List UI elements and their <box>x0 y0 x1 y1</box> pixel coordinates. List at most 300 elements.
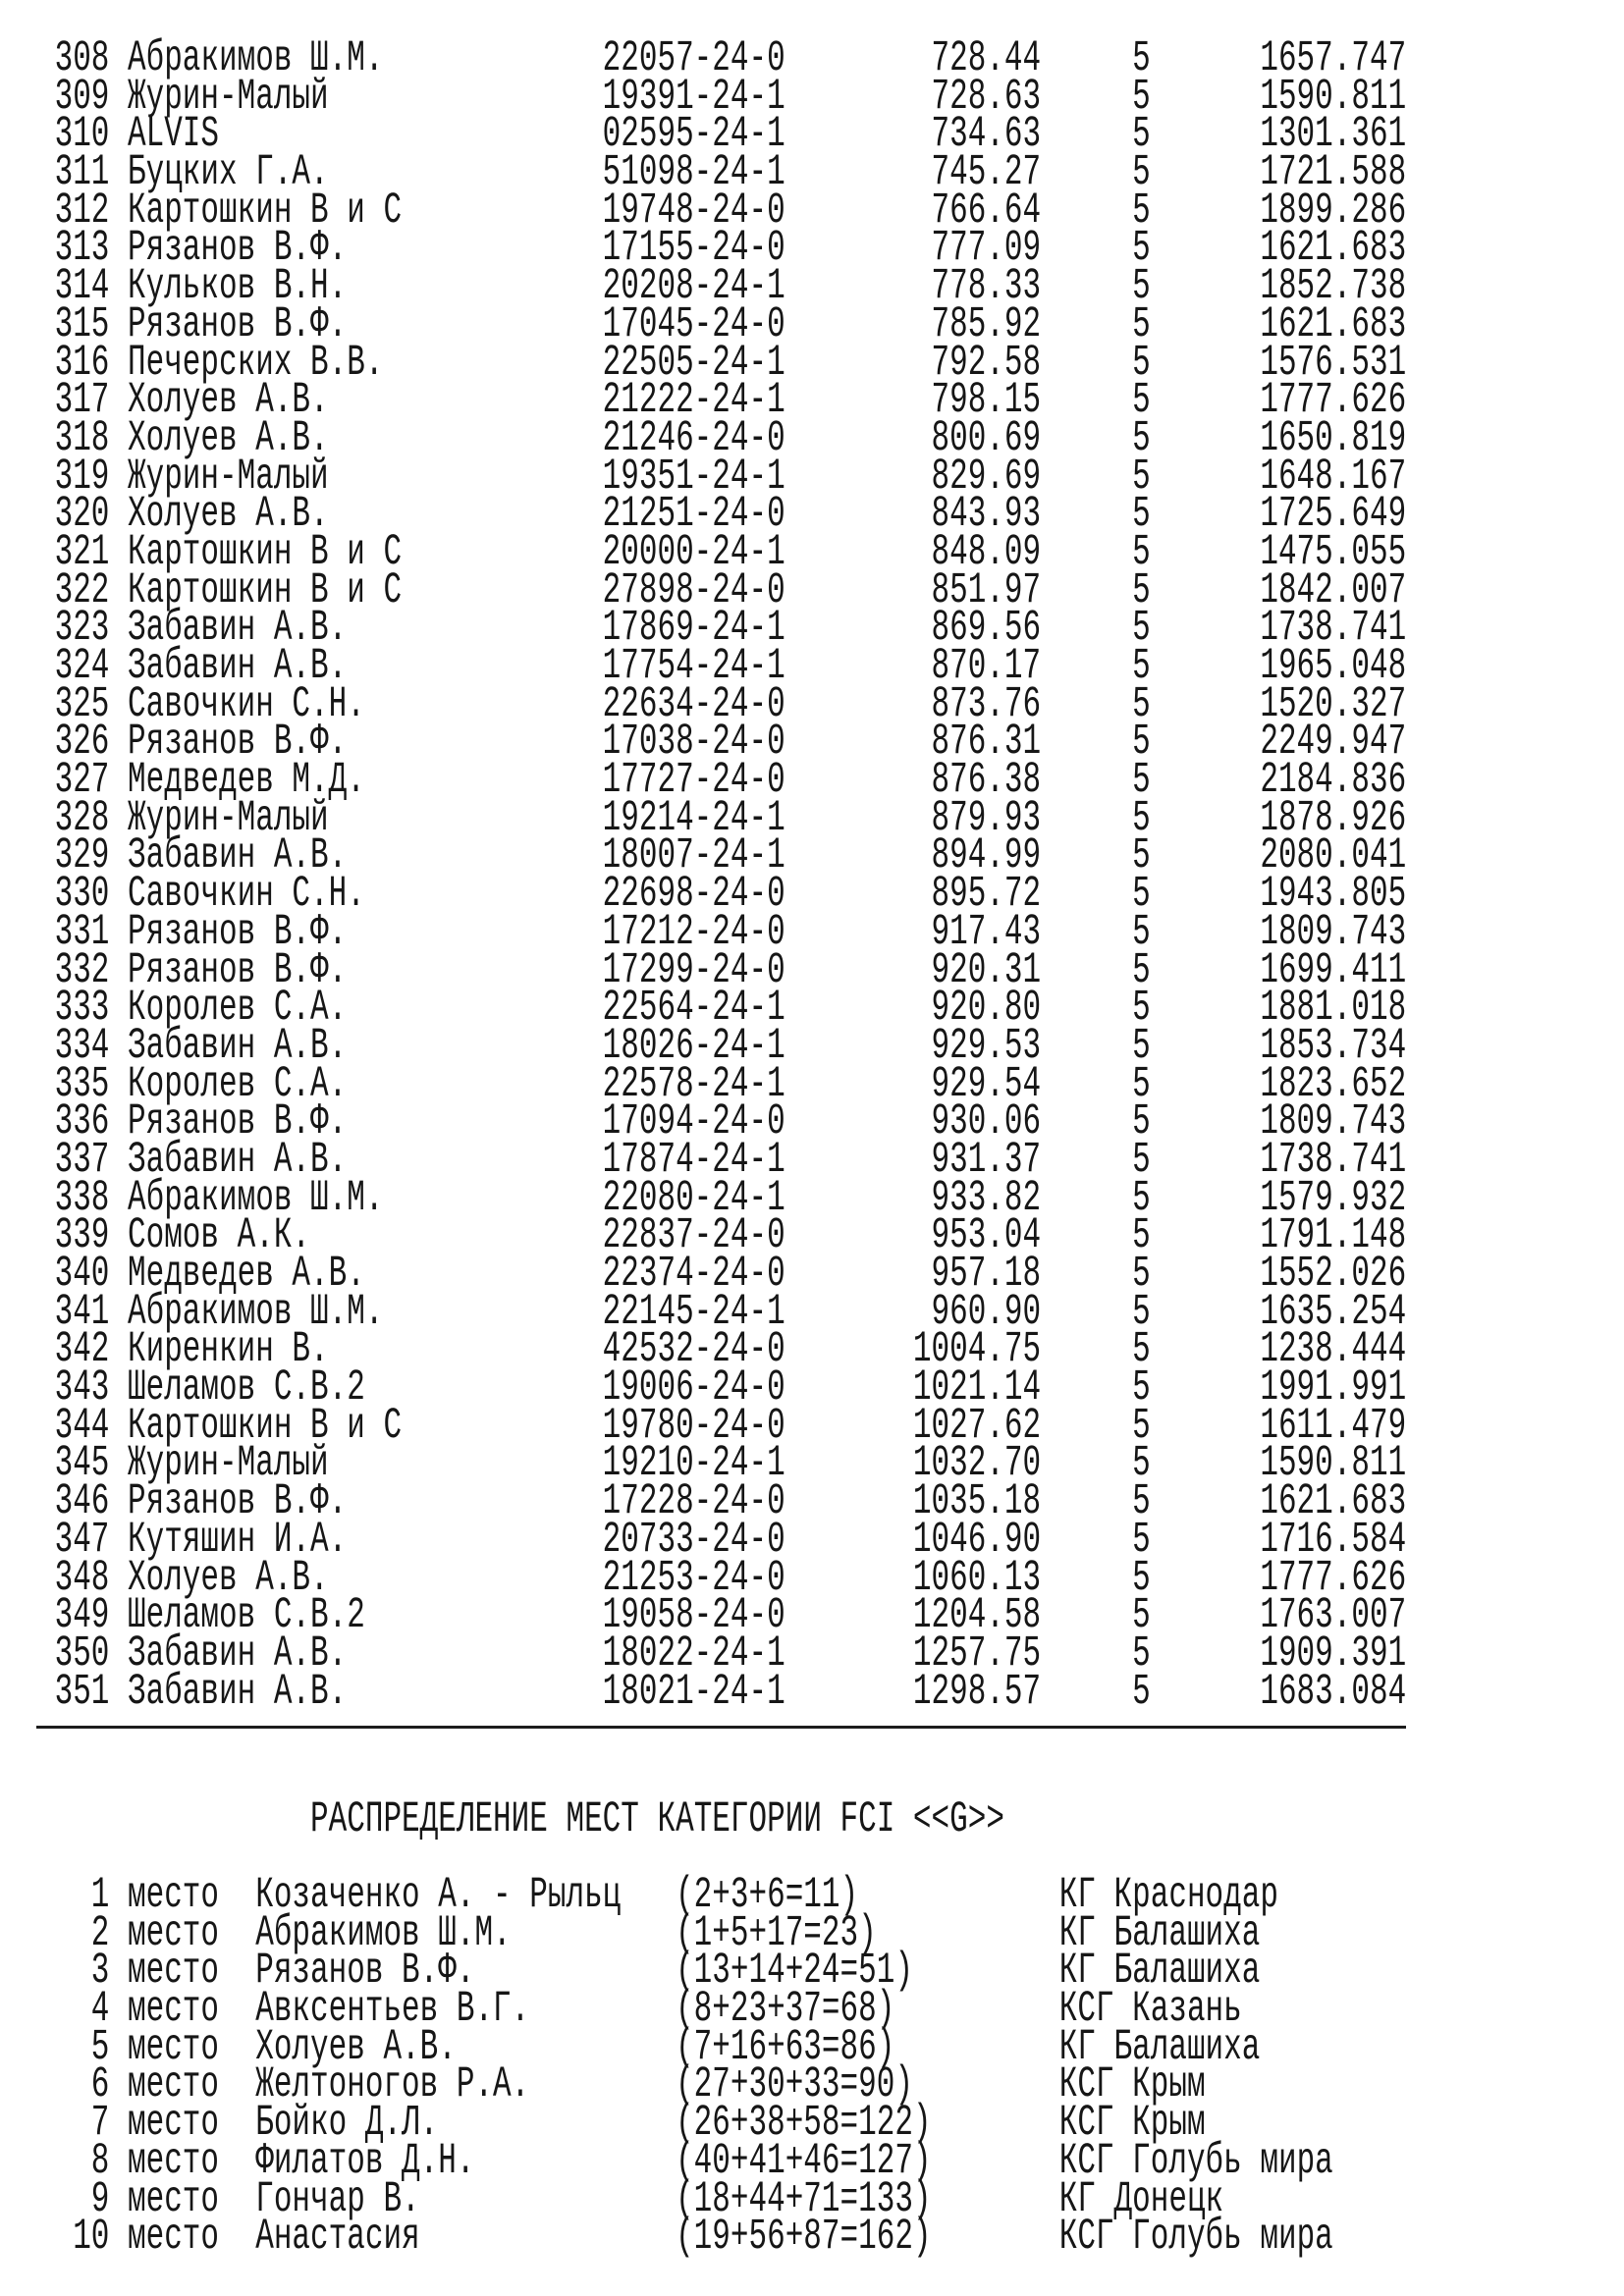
coefficient-value: 2184.836 <box>1260 756 1407 806</box>
distance-value: 745.27 <box>931 148 1042 198</box>
coefficient-value: 1621.683 <box>1260 224 1407 274</box>
place-number: 351 <box>54 1667 110 1717</box>
race-count: 5 <box>1132 1515 1151 1565</box>
owner-name: ALVIS <box>128 110 220 160</box>
owner-name: Абракимов Ш.М. <box>128 1287 384 1337</box>
owner-name: Савочкин С.Н. <box>128 679 365 729</box>
ring-number: 22634-24-0 <box>602 679 785 729</box>
fancier-name: Авксентьев В.Г. <box>255 1985 530 2035</box>
distance-value: 1257.75 <box>912 1629 1042 1680</box>
race-count: 5 <box>1132 1325 1151 1375</box>
owner-name: Рязанов В.Ф. <box>128 224 348 274</box>
place-number: 336 <box>54 1097 110 1148</box>
owner-name: Журин-Малый <box>128 452 329 502</box>
coefficient-value: 1683.084 <box>1260 1667 1407 1717</box>
ring-number: 17727-24-0 <box>602 756 785 806</box>
race-count: 5 <box>1132 565 1151 615</box>
ring-number: 19391-24-1 <box>602 72 785 122</box>
distance-value: 929.54 <box>931 1059 1042 1109</box>
distance-value: 957.18 <box>931 1250 1042 1300</box>
coefficient-value: 1699.411 <box>1260 945 1407 995</box>
distance-value: 1035.18 <box>912 1477 1042 1527</box>
coefficient-value: 1809.743 <box>1260 907 1407 957</box>
owner-name: Королев С.А. <box>128 984 348 1034</box>
ring-number: 21222-24-1 <box>602 376 785 426</box>
place-number: 347 <box>54 1515 110 1565</box>
owner-name: Забавин А.В. <box>128 1021 348 1072</box>
distance-value: 766.64 <box>931 186 1042 236</box>
race-count: 5 <box>1132 1477 1151 1527</box>
race-count: 5 <box>1132 1136 1151 1186</box>
place-number: 314 <box>54 262 110 312</box>
coefficient-value: 1991.991 <box>1260 1363 1407 1414</box>
coefficient-value: 1763.007 <box>1260 1591 1407 1641</box>
distance-value: 894.99 <box>931 831 1042 881</box>
coefficient-value: 1475.055 <box>1260 528 1407 578</box>
coefficient-value: 1657.747 <box>1260 34 1407 84</box>
standings-title: РАСПРЕДЕЛЕНИЕ МЕСТ КАТЕГОРИИ FCI <<G>> <box>310 1794 1004 1844</box>
distance-value: 873.76 <box>931 679 1042 729</box>
distance-value: 930.06 <box>931 1097 1042 1148</box>
ring-number: 17299-24-0 <box>602 945 785 995</box>
race-count: 5 <box>1132 186 1151 236</box>
owner-name: Кульков В.Н. <box>128 262 348 312</box>
coefficient-value: 1791.148 <box>1260 1211 1407 1261</box>
place-number: 348 <box>54 1553 110 1603</box>
standings-title-line <box>36 1793 1624 1847</box>
coefficient-value: 1648.167 <box>1260 452 1407 502</box>
race-count: 5 <box>1132 1021 1151 1072</box>
fancier-name: Желтоногов Р.А. <box>255 2060 530 2110</box>
place-number: 342 <box>54 1325 110 1375</box>
race-count: 5 <box>1132 870 1151 920</box>
race-count: 5 <box>1132 831 1151 881</box>
ring-number: 17155-24-0 <box>602 224 785 274</box>
distance-value: 848.09 <box>931 528 1042 578</box>
place-number: 335 <box>54 1059 110 1109</box>
coefficient-value: 1576.531 <box>1260 338 1407 388</box>
race-count: 5 <box>1132 148 1151 198</box>
ring-number: 17094-24-0 <box>602 1097 785 1148</box>
owner-name: Журин-Малый <box>128 72 329 122</box>
standing-place-number: 10 <box>73 2213 110 2263</box>
points-formula: (40+41+46=127) <box>676 2136 932 2186</box>
owner-name: Забавин А.В. <box>128 1629 348 1680</box>
distance-value: 792.58 <box>931 338 1042 388</box>
club-name: КСГ Голубь мира <box>1058 2136 1333 2186</box>
owner-name: Рязанов В.Ф. <box>128 907 348 957</box>
fancier-name: Рязанов В.Ф. <box>255 1947 475 1997</box>
race-count: 5 <box>1132 1173 1151 1223</box>
distance-value: 917.43 <box>931 907 1042 957</box>
owner-name: Шеламов С.В.2 <box>128 1363 365 1414</box>
race-count: 5 <box>1132 72 1151 122</box>
place-number: 322 <box>54 565 110 615</box>
coefficient-value: 1909.391 <box>1260 1629 1407 1680</box>
place-word: место <box>128 1908 220 1958</box>
ring-number: 02595-24-1 <box>602 110 785 160</box>
owner-name: Забавин А.В. <box>128 604 348 654</box>
results-table <box>36 34 1624 1717</box>
coefficient-value: 1590.811 <box>1260 72 1407 122</box>
race-count: 5 <box>1132 1250 1151 1300</box>
ring-number: 19780-24-0 <box>602 1401 785 1451</box>
coefficient-value: 1738.741 <box>1260 604 1407 654</box>
distance-value: 953.04 <box>931 1211 1042 1261</box>
points-formula: (2+3+6=11) <box>676 1871 859 1921</box>
coefficient-value: 1965.048 <box>1260 642 1407 692</box>
place-number: 345 <box>54 1439 110 1489</box>
place-number: 328 <box>54 793 110 843</box>
distance-value: 876.31 <box>931 718 1042 768</box>
coefficient-value: 2080.041 <box>1260 831 1407 881</box>
ring-number: 18021-24-1 <box>602 1667 785 1717</box>
place-number: 343 <box>54 1363 110 1414</box>
coefficient-value: 1852.738 <box>1260 262 1407 312</box>
coefficient-value: 1579.932 <box>1260 1173 1407 1223</box>
owner-name: Картошкин В и С <box>128 1401 403 1451</box>
owner-name: Рязанов В.Ф. <box>128 299 348 349</box>
place-number: 313 <box>54 224 110 274</box>
ring-number: 17874-24-1 <box>602 1136 785 1186</box>
club-name: КГ Краснодар <box>1058 1871 1278 1921</box>
race-count: 5 <box>1132 299 1151 349</box>
coefficient-value: 1899.286 <box>1260 186 1407 236</box>
place-number: 326 <box>54 718 110 768</box>
ring-number: 18026-24-1 <box>602 1021 785 1072</box>
place-number: 334 <box>54 1021 110 1072</box>
distance-value: 1027.62 <box>912 1401 1042 1451</box>
distance-value: 728.44 <box>931 34 1042 84</box>
place-word: место <box>128 1871 220 1921</box>
race-count: 5 <box>1132 1059 1151 1109</box>
coefficient-value: 1650.819 <box>1260 413 1407 464</box>
club-name: КСГ Крым <box>1058 2060 1206 2110</box>
distance-value: 829.69 <box>931 452 1042 502</box>
coefficient-value: 2249.947 <box>1260 718 1407 768</box>
distance-value: 1032.70 <box>912 1439 1042 1489</box>
owner-name: Кутяшин И.А. <box>128 1515 348 1565</box>
owner-name: Рязанов В.Ф. <box>128 1097 348 1148</box>
standing-place-number: 8 <box>90 2136 110 2186</box>
standing-place-number: 3 <box>90 1947 110 1997</box>
points-formula: (1+5+17=23) <box>676 1908 877 1958</box>
race-count: 5 <box>1132 338 1151 388</box>
distance-value: 777.09 <box>931 224 1042 274</box>
ring-number: 17212-24-0 <box>602 907 785 957</box>
place-number: 339 <box>54 1211 110 1261</box>
owner-name: Картошкин В и С <box>128 528 403 578</box>
place-number: 311 <box>54 148 110 198</box>
place-number: 310 <box>54 110 110 160</box>
distance-value: 728.63 <box>931 72 1042 122</box>
standing-place-number: 2 <box>90 1908 110 1958</box>
race-count: 5 <box>1132 984 1151 1034</box>
race-count: 5 <box>1132 1591 1151 1641</box>
race-count: 5 <box>1132 1287 1151 1337</box>
owner-name: Шеламов С.В.2 <box>128 1591 365 1641</box>
place-number: 325 <box>54 679 110 729</box>
race-count: 5 <box>1132 490 1151 540</box>
ring-number: 20733-24-0 <box>602 1515 785 1565</box>
ring-number: 22145-24-1 <box>602 1287 785 1337</box>
place-word: место <box>128 2022 220 2072</box>
owner-name: Абракимов Ш.М. <box>128 34 384 84</box>
place-word: место <box>128 1985 220 2035</box>
ring-number: 42532-24-0 <box>602 1325 785 1375</box>
place-number: 337 <box>54 1136 110 1186</box>
owner-name: Забавин А.В. <box>128 831 348 881</box>
coefficient-value: 1621.683 <box>1260 299 1407 349</box>
distance-value: 879.93 <box>931 793 1042 843</box>
owner-name: Забавин А.В. <box>128 642 348 692</box>
race-count: 5 <box>1132 262 1151 312</box>
owner-name: Забавин А.В. <box>128 1136 348 1186</box>
place-number: 338 <box>54 1173 110 1223</box>
owner-name: Киренкин В. <box>128 1325 329 1375</box>
owner-name: Буцких Г.А. <box>128 148 329 198</box>
race-count: 5 <box>1132 1553 1151 1603</box>
fancier-name: Анастасия <box>255 2213 420 2263</box>
distance-value: 895.72 <box>931 870 1042 920</box>
points-formula: (27+30+33=90) <box>676 2060 913 2110</box>
ring-number: 22057-24-0 <box>602 34 785 84</box>
standing-place-number: 9 <box>90 2174 110 2224</box>
race-count: 5 <box>1132 452 1151 502</box>
fancier-name: Козаченко А. - Рыльц <box>255 1871 622 1921</box>
distance-value: 851.97 <box>931 565 1042 615</box>
points-formula: (8+23+37=68) <box>676 1985 895 2035</box>
place-number: 333 <box>54 984 110 1034</box>
place-number: 318 <box>54 413 110 464</box>
standing-row <box>36 2212 1624 2266</box>
coefficient-value: 1943.805 <box>1260 870 1407 920</box>
owner-name: Картошкин В и С <box>128 565 403 615</box>
distance-value: 1298.57 <box>912 1667 1042 1717</box>
standings-list <box>36 1871 1624 2263</box>
coefficient-value: 1823.652 <box>1260 1059 1407 1109</box>
distance-value: 734.63 <box>931 110 1042 160</box>
distance-value: 1046.90 <box>912 1515 1042 1565</box>
place-number: 341 <box>54 1287 110 1337</box>
ring-number: 27898-24-0 <box>602 565 785 615</box>
place-number: 316 <box>54 338 110 388</box>
owner-name: Холуев А.В. <box>128 490 329 540</box>
race-count: 5 <box>1132 642 1151 692</box>
ring-number: 17869-24-1 <box>602 604 785 654</box>
owner-name: Савочкин С.Н. <box>128 870 365 920</box>
distance-value: 1004.75 <box>912 1325 1042 1375</box>
owner-name: Рязанов В.Ф. <box>128 1477 348 1527</box>
distance-value: 870.17 <box>931 642 1042 692</box>
ring-number: 19210-24-1 <box>602 1439 785 1489</box>
ring-number: 18022-24-1 <box>602 1629 785 1680</box>
ring-number: 17754-24-1 <box>602 642 785 692</box>
race-count: 5 <box>1132 679 1151 729</box>
place-number: 319 <box>54 452 110 502</box>
coefficient-value: 1777.626 <box>1260 376 1407 426</box>
place-number: 331 <box>54 907 110 957</box>
distance-value: 778.33 <box>931 262 1042 312</box>
points-formula: (13+14+24=51) <box>676 1947 913 1997</box>
points-formula: (26+38+58=122) <box>676 2099 932 2149</box>
distance-value: 960.90 <box>931 1287 1042 1337</box>
place-number: 321 <box>54 528 110 578</box>
ring-number: 51098-24-1 <box>602 148 785 198</box>
fancier-name: Филатов Д.Н. <box>255 2136 475 2186</box>
coefficient-value: 1881.018 <box>1260 984 1407 1034</box>
ring-number: 22564-24-1 <box>602 984 785 1034</box>
ring-number: 20208-24-1 <box>602 262 785 312</box>
coefficient-value: 1738.741 <box>1260 1136 1407 1186</box>
distance-value: 876.38 <box>931 756 1042 806</box>
standing-place-number: 5 <box>90 2022 110 2072</box>
place-number: 323 <box>54 604 110 654</box>
owner-name: Рязанов В.Ф. <box>128 718 348 768</box>
place-number: 340 <box>54 1250 110 1300</box>
coefficient-value: 1842.007 <box>1260 565 1407 615</box>
place-number: 309 <box>54 72 110 122</box>
fancier-name: Абракимов Ш.М. <box>255 1908 512 1958</box>
distance-value: 1021.14 <box>912 1363 1042 1414</box>
race-count: 5 <box>1132 1439 1151 1489</box>
place-number: 346 <box>54 1477 110 1527</box>
club-name: КГ Донецк <box>1058 2174 1224 2224</box>
ring-number: 17228-24-0 <box>602 1477 785 1527</box>
coefficient-value: 1725.649 <box>1260 490 1407 540</box>
ring-number: 22698-24-0 <box>602 870 785 920</box>
club-name: КГ Балашиха <box>1058 1947 1261 1997</box>
ring-number: 19006-24-0 <box>602 1363 785 1414</box>
owner-name: Холуев А.В. <box>128 1553 329 1603</box>
club-name: КСГ Голубь мира <box>1058 2213 1333 2263</box>
owner-name: Сомов А.К. <box>128 1211 311 1261</box>
place-number: 315 <box>54 299 110 349</box>
standing-place-number: 4 <box>90 1985 110 2035</box>
owner-name: Забавин А.В. <box>128 1667 348 1717</box>
owner-name: Королев С.А. <box>128 1059 348 1109</box>
standing-place-number: 1 <box>90 1871 110 1921</box>
place-number: 312 <box>54 186 110 236</box>
coefficient-value: 1721.588 <box>1260 148 1407 198</box>
distance-value: 843.93 <box>931 490 1042 540</box>
race-count: 5 <box>1132 376 1151 426</box>
owner-name: Картошкин В и С <box>128 186 403 236</box>
place-number: 308 <box>54 34 110 84</box>
race-count: 5 <box>1132 1363 1151 1414</box>
ring-number: 18007-24-1 <box>602 831 785 881</box>
distance-value: 929.53 <box>931 1021 1042 1072</box>
coefficient-value: 1611.479 <box>1260 1401 1407 1451</box>
fancier-name: Бойко Д.Л. <box>255 2099 439 2149</box>
distance-value: 869.56 <box>931 604 1042 654</box>
place-number: 349 <box>54 1591 110 1641</box>
place-number: 344 <box>54 1401 110 1451</box>
coefficient-value: 1635.254 <box>1260 1287 1407 1337</box>
coefficient-value: 1777.626 <box>1260 1553 1407 1603</box>
race-count: 5 <box>1132 1211 1151 1261</box>
distance-value: 931.37 <box>931 1136 1042 1186</box>
coefficient-value: 1716.584 <box>1260 1515 1407 1565</box>
result-row <box>36 1666 1624 1720</box>
ring-number: 17045-24-0 <box>602 299 785 349</box>
coefficient-value: 1853.734 <box>1260 1021 1407 1072</box>
distance-value: 800.69 <box>931 413 1042 464</box>
place-number: 324 <box>54 642 110 692</box>
ring-number: 17038-24-0 <box>602 718 785 768</box>
coefficient-value: 1238.444 <box>1260 1325 1407 1375</box>
coefficient-value: 1809.743 <box>1260 1097 1407 1148</box>
fancier-name: Холуев А.В. <box>255 2022 457 2072</box>
place-number: 320 <box>54 490 110 540</box>
club-name: КГ Балашиха <box>1058 1908 1261 1958</box>
coefficient-value: 1621.683 <box>1260 1477 1407 1527</box>
place-number: 330 <box>54 870 110 920</box>
place-word: место <box>128 2099 220 2149</box>
place-word: место <box>128 2213 220 2263</box>
owner-name: Холуев А.В. <box>128 376 329 426</box>
ring-number: 21246-24-0 <box>602 413 785 464</box>
coefficient-value: 1590.811 <box>1260 1439 1407 1489</box>
place-number: 350 <box>54 1629 110 1680</box>
ring-number: 21251-24-0 <box>602 490 785 540</box>
club-name: КСГ Казань <box>1058 1985 1242 2035</box>
race-count: 5 <box>1132 793 1151 843</box>
distance-value: 1060.13 <box>912 1553 1042 1603</box>
owner-name: Холуев А.В. <box>128 413 329 464</box>
ring-number: 20000-24-1 <box>602 528 785 578</box>
race-count: 5 <box>1132 34 1151 84</box>
ring-number: 19351-24-1 <box>602 452 785 502</box>
ring-number: 19058-24-0 <box>602 1591 785 1641</box>
place-word: место <box>128 1947 220 1997</box>
place-number: 329 <box>54 831 110 881</box>
distance-value: 920.31 <box>931 945 1042 995</box>
ring-number: 22374-24-0 <box>602 1250 785 1300</box>
race-count: 5 <box>1132 413 1151 464</box>
ring-number: 22578-24-1 <box>602 1059 785 1109</box>
coefficient-value: 1520.327 <box>1260 679 1407 729</box>
distance-value: 1204.58 <box>912 1591 1042 1641</box>
ring-number: 22080-24-1 <box>602 1173 785 1223</box>
distance-value: 920.80 <box>931 984 1042 1034</box>
fancier-name: Гончар В. <box>255 2174 420 2224</box>
race-count: 5 <box>1132 604 1151 654</box>
race-count: 5 <box>1132 1667 1151 1717</box>
club-name: КСГ Крым <box>1058 2099 1206 2149</box>
place-number: 317 <box>54 376 110 426</box>
place-number: 332 <box>54 945 110 995</box>
owner-name: Абракимов Ш.М. <box>128 1173 384 1223</box>
ring-number: 22505-24-1 <box>602 338 785 388</box>
race-count: 5 <box>1132 528 1151 578</box>
race-count: 5 <box>1132 1401 1151 1451</box>
place-word: место <box>128 2174 220 2224</box>
race-count: 5 <box>1132 224 1151 274</box>
ring-number: 22837-24-0 <box>602 1211 785 1261</box>
race-count: 5 <box>1132 945 1151 995</box>
race-count: 5 <box>1132 907 1151 957</box>
race-count: 5 <box>1132 718 1151 768</box>
race-count: 5 <box>1132 110 1151 160</box>
owner-name: Медведев А.В. <box>128 1250 365 1300</box>
race-count: 5 <box>1132 756 1151 806</box>
standing-place-number: 6 <box>90 2060 110 2110</box>
race-count: 5 <box>1132 1097 1151 1148</box>
owner-name: Журин-Малый <box>128 793 329 843</box>
owner-name: Журин-Малый <box>128 1439 329 1489</box>
owner-name: Медведев М.Д. <box>128 756 365 806</box>
